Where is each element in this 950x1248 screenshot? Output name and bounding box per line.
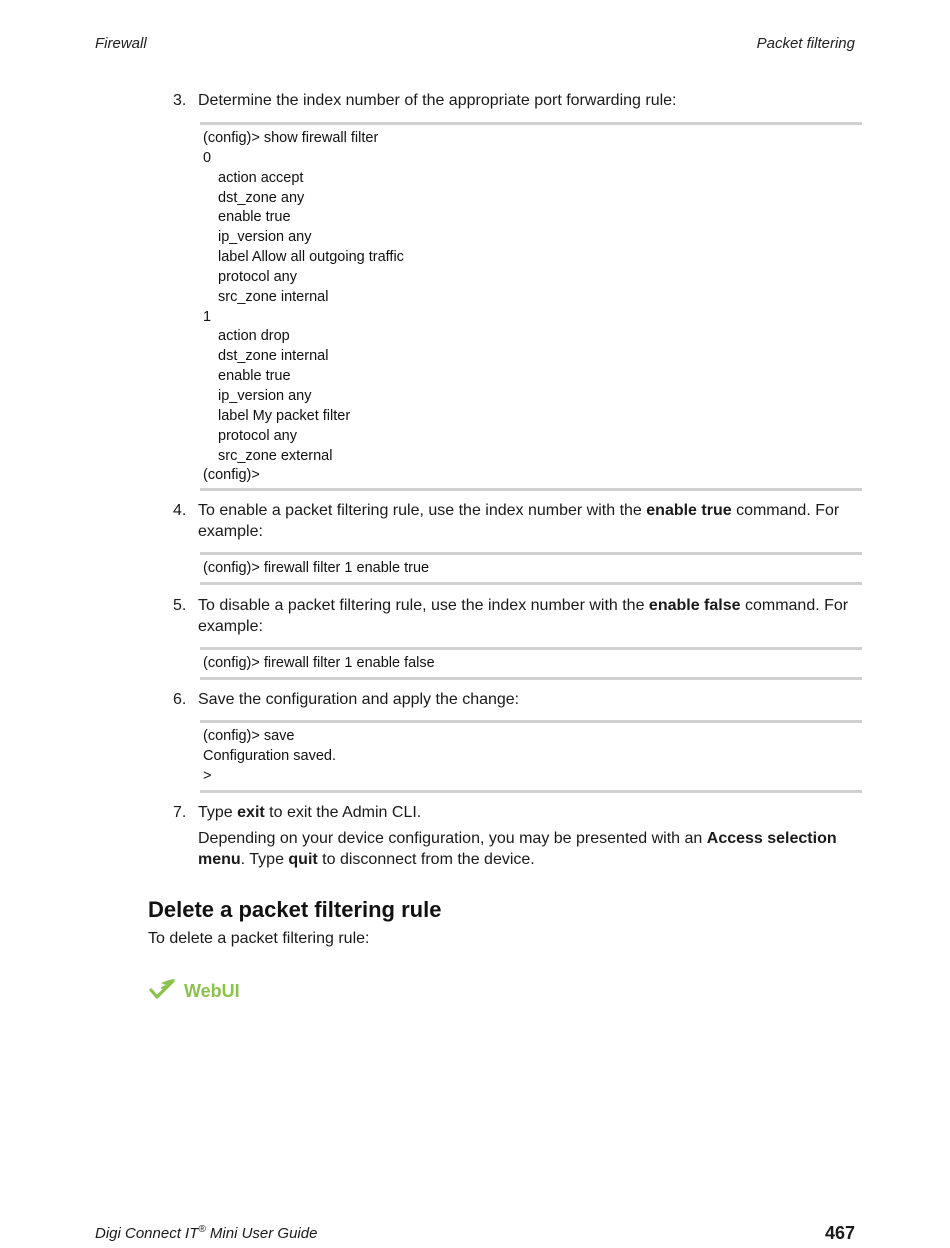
registered-mark: ® [198, 1224, 206, 1235]
step-4 [173, 500, 863, 542]
step-7 [173, 802, 863, 823]
text-span: command. For example: [198, 502, 840, 540]
text-span: To enable a packet filtering rule, use the index number with the [198, 502, 647, 519]
code-block-save [200, 720, 862, 793]
code-line: protocol any [218, 268, 297, 285]
text-span: . Type [240, 851, 289, 868]
text-span: Mini User Guide [205, 1225, 318, 1242]
code-line: src_zone internal [218, 288, 329, 305]
step-number: 6. [173, 691, 187, 708]
code-line: ip_version any [218, 387, 312, 404]
code-line: src_zone external [218, 447, 333, 464]
page-header-left: Firewall [95, 35, 147, 52]
step-number: 7. [173, 804, 187, 821]
code-line: (config)> firewall filter 1 enable false [203, 655, 435, 671]
text-span: to disconnect from the device. [317, 851, 535, 868]
command-keyword: enable false [648, 597, 741, 614]
code-block-disable [200, 647, 862, 680]
code-line: (config)> [203, 467, 260, 484]
step-text [198, 802, 863, 823]
webui-label: WebUI [184, 981, 240, 1001]
webui-heading [148, 977, 240, 1006]
code-line: label Allow all outgoing traffic [218, 249, 404, 266]
code-line: 1 [203, 308, 212, 325]
text-span: Depending on your device configuration, you may be presented with an [198, 830, 707, 847]
code-line: action drop [218, 328, 290, 345]
command-keyword: quit [288, 851, 318, 868]
step-text: Determine the index number of the appropriate port forwarding rule: [198, 92, 677, 109]
code-line: enable true [218, 209, 291, 226]
code-line: ip_version any [218, 229, 312, 246]
webui-icon [148, 977, 178, 1006]
command-keyword: exit [237, 804, 265, 821]
code-line: enable true [218, 368, 291, 385]
code-line: dst_zone internal [218, 348, 329, 365]
code-line: action accept [218, 169, 304, 186]
command-keyword: enable true [646, 502, 732, 519]
step-text: Save the configuration and apply the change: [198, 691, 520, 708]
step-number: 3. [173, 92, 187, 109]
section-intro: To delete a packet filtering rule: [148, 930, 370, 947]
text-span: Type [198, 804, 238, 821]
step-text [198, 500, 863, 542]
step-5 [173, 595, 863, 637]
step-number: 4. [173, 502, 187, 519]
step-3 [173, 90, 863, 111]
section-title: Delete a packet filtering rule [148, 897, 442, 922]
code-line: 0 [203, 149, 212, 166]
text-span: Digi Connect IT [95, 1225, 199, 1242]
footer-doc-title [95, 1224, 317, 1242]
code-block-enable [200, 552, 862, 585]
code-line: (config)> show firewall filter [203, 130, 379, 146]
text-span: command. For example: [198, 597, 849, 635]
page-header-right: Packet filtering [756, 35, 855, 52]
code-line: dst_zone any [218, 189, 305, 206]
code-line: label My packet filter [218, 407, 351, 424]
code-line: > [203, 767, 212, 784]
code-line: (config)> save [203, 728, 295, 744]
text-span: To disable a packet filtering rule, use the index number with the [198, 597, 649, 614]
page-number: 467 [824, 1223, 855, 1243]
menu-name: Access selection menu [198, 830, 837, 868]
step-7-note [198, 828, 858, 870]
text-span: to exit the Admin CLI. [264, 804, 422, 821]
step-text [198, 595, 863, 637]
step-6 [173, 689, 863, 710]
code-line: protocol any [218, 427, 297, 444]
code-line: (config)> firewall filter 1 enable true [203, 560, 430, 576]
code-block-show-filter [200, 122, 862, 491]
code-line: Configuration saved. [203, 747, 336, 764]
step-number: 5. [173, 597, 187, 614]
